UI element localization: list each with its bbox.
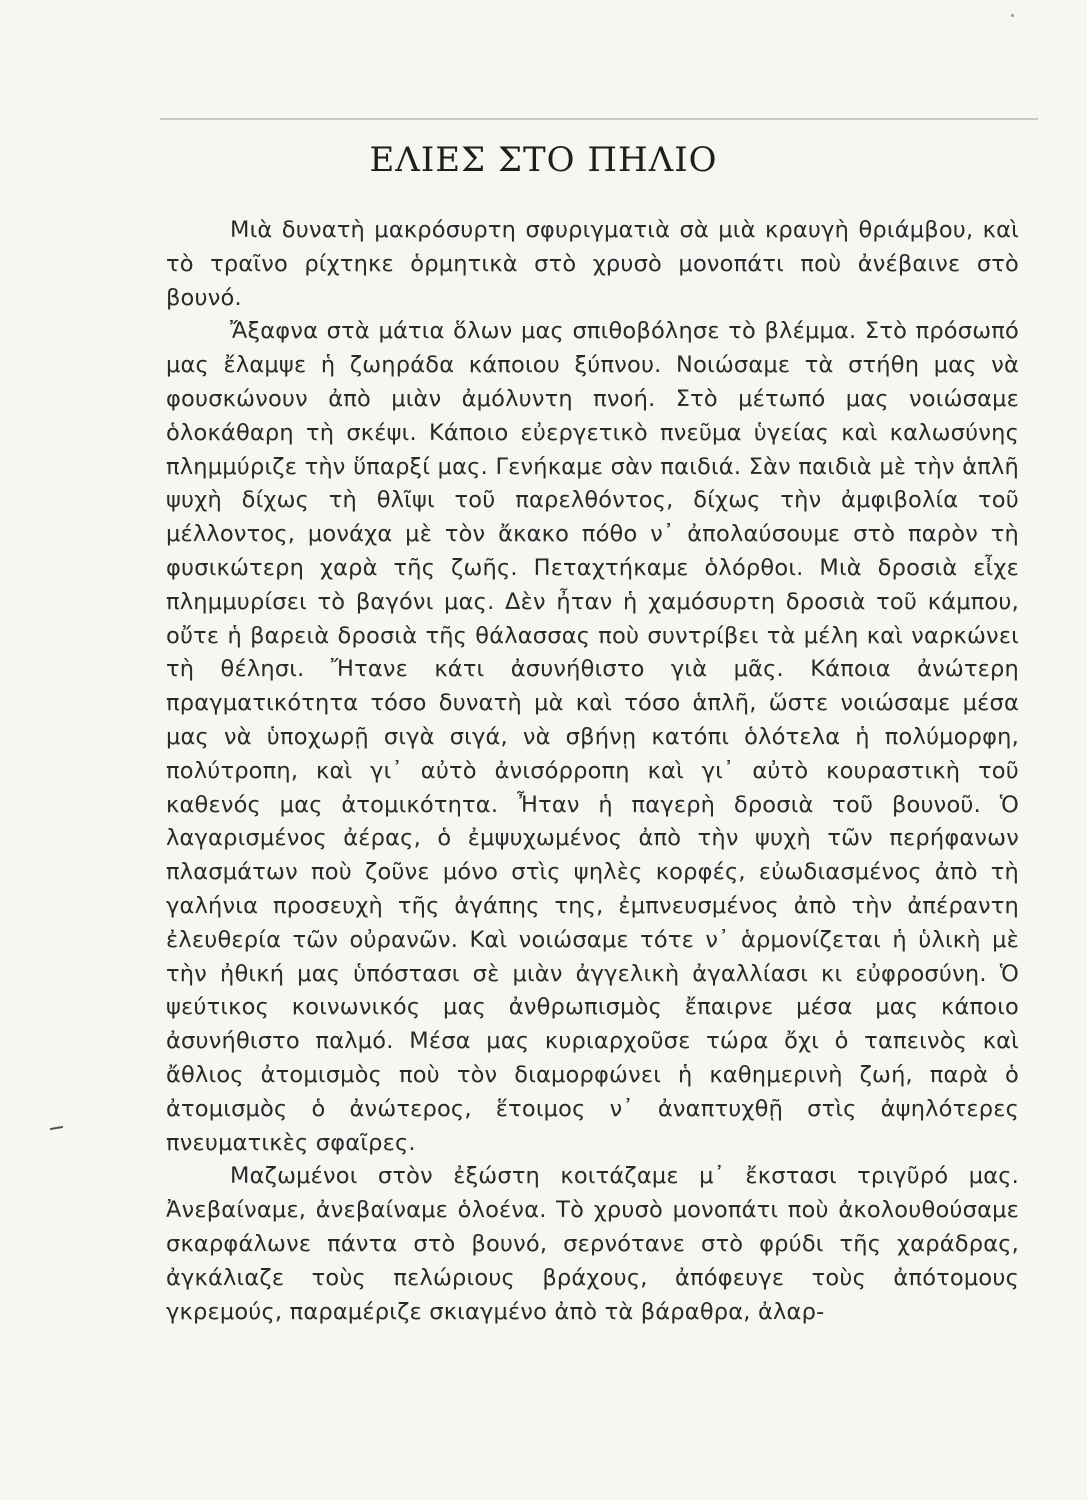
paper-speck xyxy=(1011,14,1014,17)
article-body xyxy=(166,214,1019,1329)
paragraph-1: Μιὰ δυνατὴ μακρόσυρτη σφυριγματιὰ σὰ μιὰ κραυγὴ θριάμβου, καὶ τὸ τραῖνο ρίχτηκε ὁρμητικὰ στὸ χρυσὸ μονοπάτι ποὺ ἀνέβαινε στὸ βουνό. xyxy=(166,217,1019,311)
header-rule xyxy=(160,118,1038,120)
article-title: ΕΛΙΕΣ ΣΤΟ ΠΗΛΙΟ xyxy=(369,140,718,180)
margin-mark xyxy=(50,1126,63,1130)
paragraph-3: Μαζωμένοι στὸν ἐξώστη κοιτάζαμε μ᾽ ἔκστασι τριγῦρό μας. Ἀνεβαίναμε, ἀνεβαίναμε ὁλοένα. Τὸ χρυσὸ μονοπάτι ποὺ ἀκολουθούσαμε σκαρφάλωνε πάντα στὸ βουνό, σερνότανε στὸ φρύδι τῆς χαράδρας, ἀγκάλιαζε τοὺς πελώριους βράχους, ἀπόφευγε τοὺς ἀπότομους γκρεμούς, παραμέριζε σκιαγμένο ἀπὸ τὰ βάραθρα, ἀλαρ- xyxy=(166,1163,1019,1325)
paragraph-2: Ἄξαφνα στὰ μάτια ὅλων μας σπιθοβόλησε τὸ βλέμμα. Στὸ πρόσωπό μας ἔλαμψε ἡ ζωηράδα κάποιου ξύπνου. Νοιώσαμε τὰ στήθη μας νὰ φουσκώνουν ἀπὸ μιὰν ἀμόλυντη πνοή. Στὸ μέτωπό μας νοιώσαμε ὁλοκάθαρη τὴ σκέψι. Κάποιο εὐεργετικὸ πνεῦμα ὑγείας καὶ καλωσύνης πλημμύριζε τὴν ὕπαρξί μας. Γενήκαμε σὰν παιδιά. Σὰν παιδιὰ μὲ τὴν ἁπλῆ ψυχὴ δίχως τὴ θλῖψι τοῦ παρελθόντος, δίχως τὴν ἀμφιβολία τοῦ μέλλοντος, μονάχα μὲ τὸν ἄκακο πόθο ν᾽ ἀπολαύσουμε στὸ παρὸν τὴ φυσικώτερη χαρὰ τῆς ζωῆς. Πεταχτήκαμε ὁλόρθοι. Μιὰ δροσιὰ εἶχε πλημμυρίσει τὸ βαγόνι μας. Δὲν ἦταν ἡ χαμόσυρτη δροσιὰ τοῦ κάμπου, οὔτε ἡ βαρειὰ δροσιὰ τῆς θάλασσας ποὺ συντρίβει τὰ μέλη καὶ ναρκώνει τὴ θέλησι. Ἤτανε κάτι ἀσυνήθιστο γιὰ μᾶς. Κάποια ἀνώτερη πραγματικότητα τόσο δυνατὴ μὰ καὶ τόσο ἁπλῆ, ὥστε νοιώσαμε μέσα μας νὰ ὑποχωρῇ σιγὰ σιγά, νὰ σβήνῃ κατόπι ὁλότελα ἡ πολύμορφη, πολύτροπη, καὶ γι᾽ αὐτὸ ἀνισόρροπη καὶ γι᾽ αὐτὸ κουραστικὴ τοῦ καθενός μας ἀτομικότητα. Ἦταν ἡ παγερὴ δροσιὰ τοῦ βουνοῦ. Ὁ λαγαρισμένος ἀέρας, ὁ ἐμψυχωμένος ἀπὸ τὴν ψυχὴ τῶν περήφανων πλασμάτων ποὺ ζοῦνε μόνο στὶς ψηλὲς κορφές, εὐωδιασμένος ἀπὸ τὴ γαλήνια προσευχὴ τῆς ἀγάπης της, ἐμπνευσμένος ἀπὸ τὴν ἀπέραντη ἐλευθερία τῶν οὐρανῶν. Καὶ νοιώσαμε τότε ν᾽ ἁρμονίζεται ἡ ὑλικὴ μὲ τὴν ἠθική μας ὑπόστασι σὲ μιὰν ἀγγελικὴ ἀγαλλίασι κι εὐφροσύνη. Ὁ ψεύτικος κοινωνικός μας ἀνθρωπισμὸς ἔπαιρνε μέσα μας κάποιο ἀσυνήθιστο παλμό. Μέσα μας κυριαρχοῦσε τώρα ὄχι ὁ ταπεινὸς καὶ ἄθλιος ἀτομισμὸς ποὺ τὸν διαμορφώνει ἡ καθημερινὴ ζωή, παρὰ ὁ ἀτομισμὸς ὁ ἀνώτερος, ἕτοιμος ν᾽ ἀναπτυχθῇ στὶς ἀψηλότερες πνευματικὲς σφαῖρες. xyxy=(166,318,1019,1156)
